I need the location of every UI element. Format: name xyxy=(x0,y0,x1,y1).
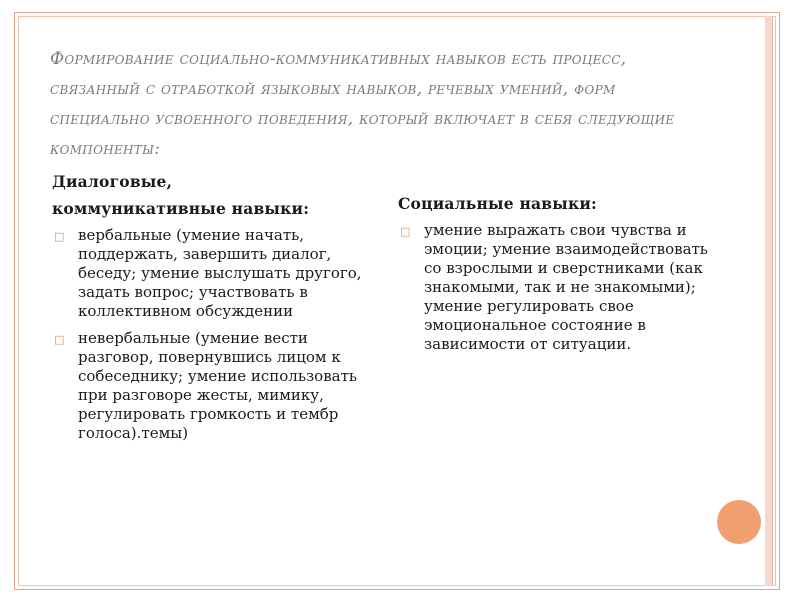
accent-circle xyxy=(717,500,761,544)
right-column xyxy=(398,190,716,362)
left-column-heading xyxy=(52,168,370,222)
right-accent-line xyxy=(772,16,773,586)
left-column xyxy=(52,168,370,451)
list-item-text: вербальные (умение начать, поддержать, завершить диалог, беседу; умение выслушать другого, задать вопрос; участвовать в коллективном обсуждении xyxy=(78,226,362,320)
list-item xyxy=(52,329,370,443)
hollow-square-bullet-icon: □ xyxy=(400,225,411,238)
list-item xyxy=(52,226,370,321)
right-column-heading: Социальные навыки: xyxy=(398,194,597,213)
right-bullet-list xyxy=(398,221,716,354)
list-item-text: невербальные (умение вести разговор, повернувшись лицом к собеседнику; умение использовать при разговоре жесты, мимику, регулировать громкость и тембр голоса).темы) xyxy=(78,329,358,442)
left-heading-line-2: коммуникативные навыки: xyxy=(52,199,310,218)
left-heading-line-1: Диалоговые, xyxy=(52,172,173,191)
list-item-text: умение выражать свои чувства и эмоции; умение взаимодействовать со взрослыми и сверстниками (как знакомыми, так и не знакомыми); умение регулировать свое эмоциональное состояние в зависимости от ситуации. xyxy=(424,221,708,353)
hollow-square-bullet-icon: □ xyxy=(54,230,65,243)
left-bullet-list xyxy=(52,226,370,443)
right-accent-band xyxy=(765,16,772,586)
hollow-square-bullet-icon: □ xyxy=(54,333,65,346)
slide-title: Формирование социально-коммуникативных навыков есть процесс, связанный с отработкой языковых навыков, речевых умений, форм специально усвоенного поведения, который включает в себя следующие компоненты: xyxy=(50,49,675,159)
list-item xyxy=(398,221,716,354)
